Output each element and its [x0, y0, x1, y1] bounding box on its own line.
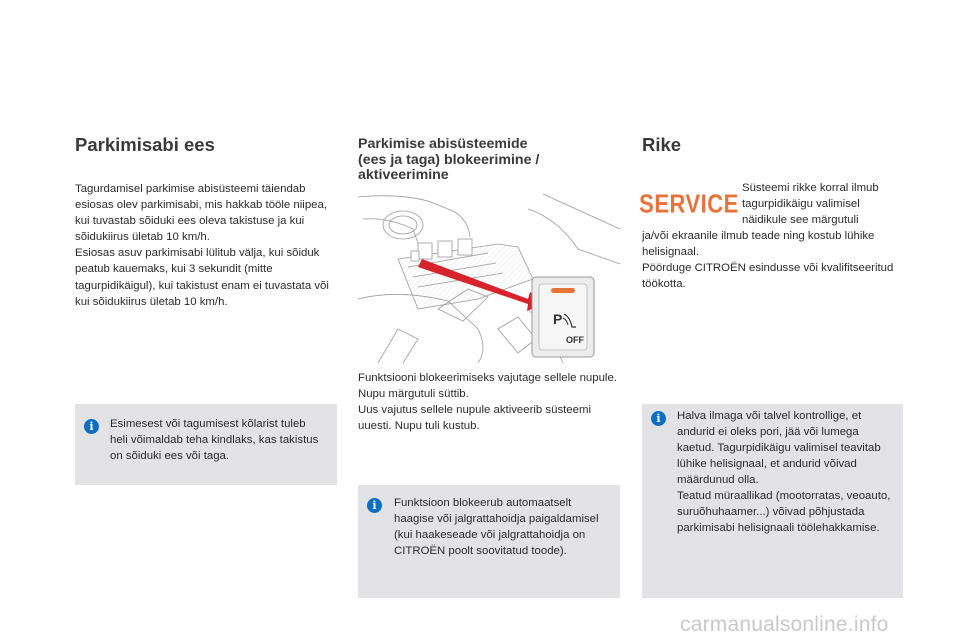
block-activate-paragraph-1: Funktsiooni blokeerimiseks vajutage sellele nupule. Nupu märgutuli süttib. — [358, 372, 617, 401]
note-text: Halva ilmaga või talvel kontrollige, et andurid ei oleks pori, jää või lumega kaetud. Tagurpidikäigu valimisel teavitab lühike helisignaal, et andurid võivad määrdunud olla. Teatud müraallikad (mootorratas, veoauto, suruõhuhaamer...) võivad põhjustada parkimisabi helisignaali töölehakkamise. — [677, 410, 891, 534]
note-text: Esimesest või tagumisest kõlarist tuleb heli võimaldab teha kindlaks, kas takistus on sõiduki ees või taga. — [110, 418, 319, 462]
fault-text-intro: Süsteemi rikke korral ilmub tagurpidikäigu valimisel näidikule see märgutuli — [742, 182, 879, 227]
info-icon: i — [367, 498, 382, 513]
front-parking-aid-paragraph-1: Tagurdamisel parkimise abisüsteemi täiendab esiosas olev parkimisabi, mis hakkab tööle niipea, kui tuvastab sõiduki ees oleva takistuse ja kui sõidukiirus ületab 10 km/h. — [75, 183, 327, 244]
section-title-block-activate — [358, 137, 539, 184]
section-title-line-1: Parkimise abisüsteemide — [358, 136, 528, 152]
fault-text — [642, 228, 904, 292]
fault-paragraph-3: Pöörduge CITROËN esindusse või kvalifitseeritud töökotta. — [642, 262, 894, 291]
front-parking-aid-text — [75, 181, 337, 310]
section-title-fault: Rike — [642, 134, 682, 155]
section-title-front-parking-aid: Parkimisabi ees — [75, 134, 215, 155]
fault-paragraph-2: ja/või ekraanile ilmub teade ning kostub lühike helisignaal. — [642, 230, 875, 259]
section-title-line-2: (ees ja taga) blokeerimine / — [358, 151, 540, 168]
block-activate-paragraph-2: Uus vajutus sellele nupule aktiveerib süsteemi uuesti. Nupu tuli kustub. — [358, 404, 591, 433]
svg-text:P: P — [553, 311, 563, 327]
info-icon: i — [84, 419, 99, 434]
watermark: carmanualsonline.info — [680, 613, 889, 636]
info-icon: i — [651, 411, 666, 426]
service-warning-icon — [639, 183, 739, 221]
off-button-label: OFF — [566, 335, 584, 345]
block-activate-text — [358, 370, 620, 434]
note-box-speaker — [75, 404, 337, 485]
note-box-towbar — [358, 485, 620, 598]
front-parking-aid-paragraph-2: Esiosas asuv parkimisabi lülitub välja, kui sõiduk peatub kauemaks, kui 3 sekundit (mitte tagurpidikäigul), kui takistust enam ei tuvastata või kui sõidukiirus ületab 10 km/h. — [75, 247, 329, 308]
service-badge-text: SERVICE — [639, 189, 739, 219]
note-text: Funktsioon blokeerub automaatselt haagise või jalgrattahoidja paigaldamisel (kui haakeseade või jalgrattahoidja on CITROËN poolt soovitatud toode). — [394, 497, 599, 557]
section-title-line-3: aktiveerimine — [358, 167, 449, 184]
note-box-sensors — [642, 404, 903, 598]
